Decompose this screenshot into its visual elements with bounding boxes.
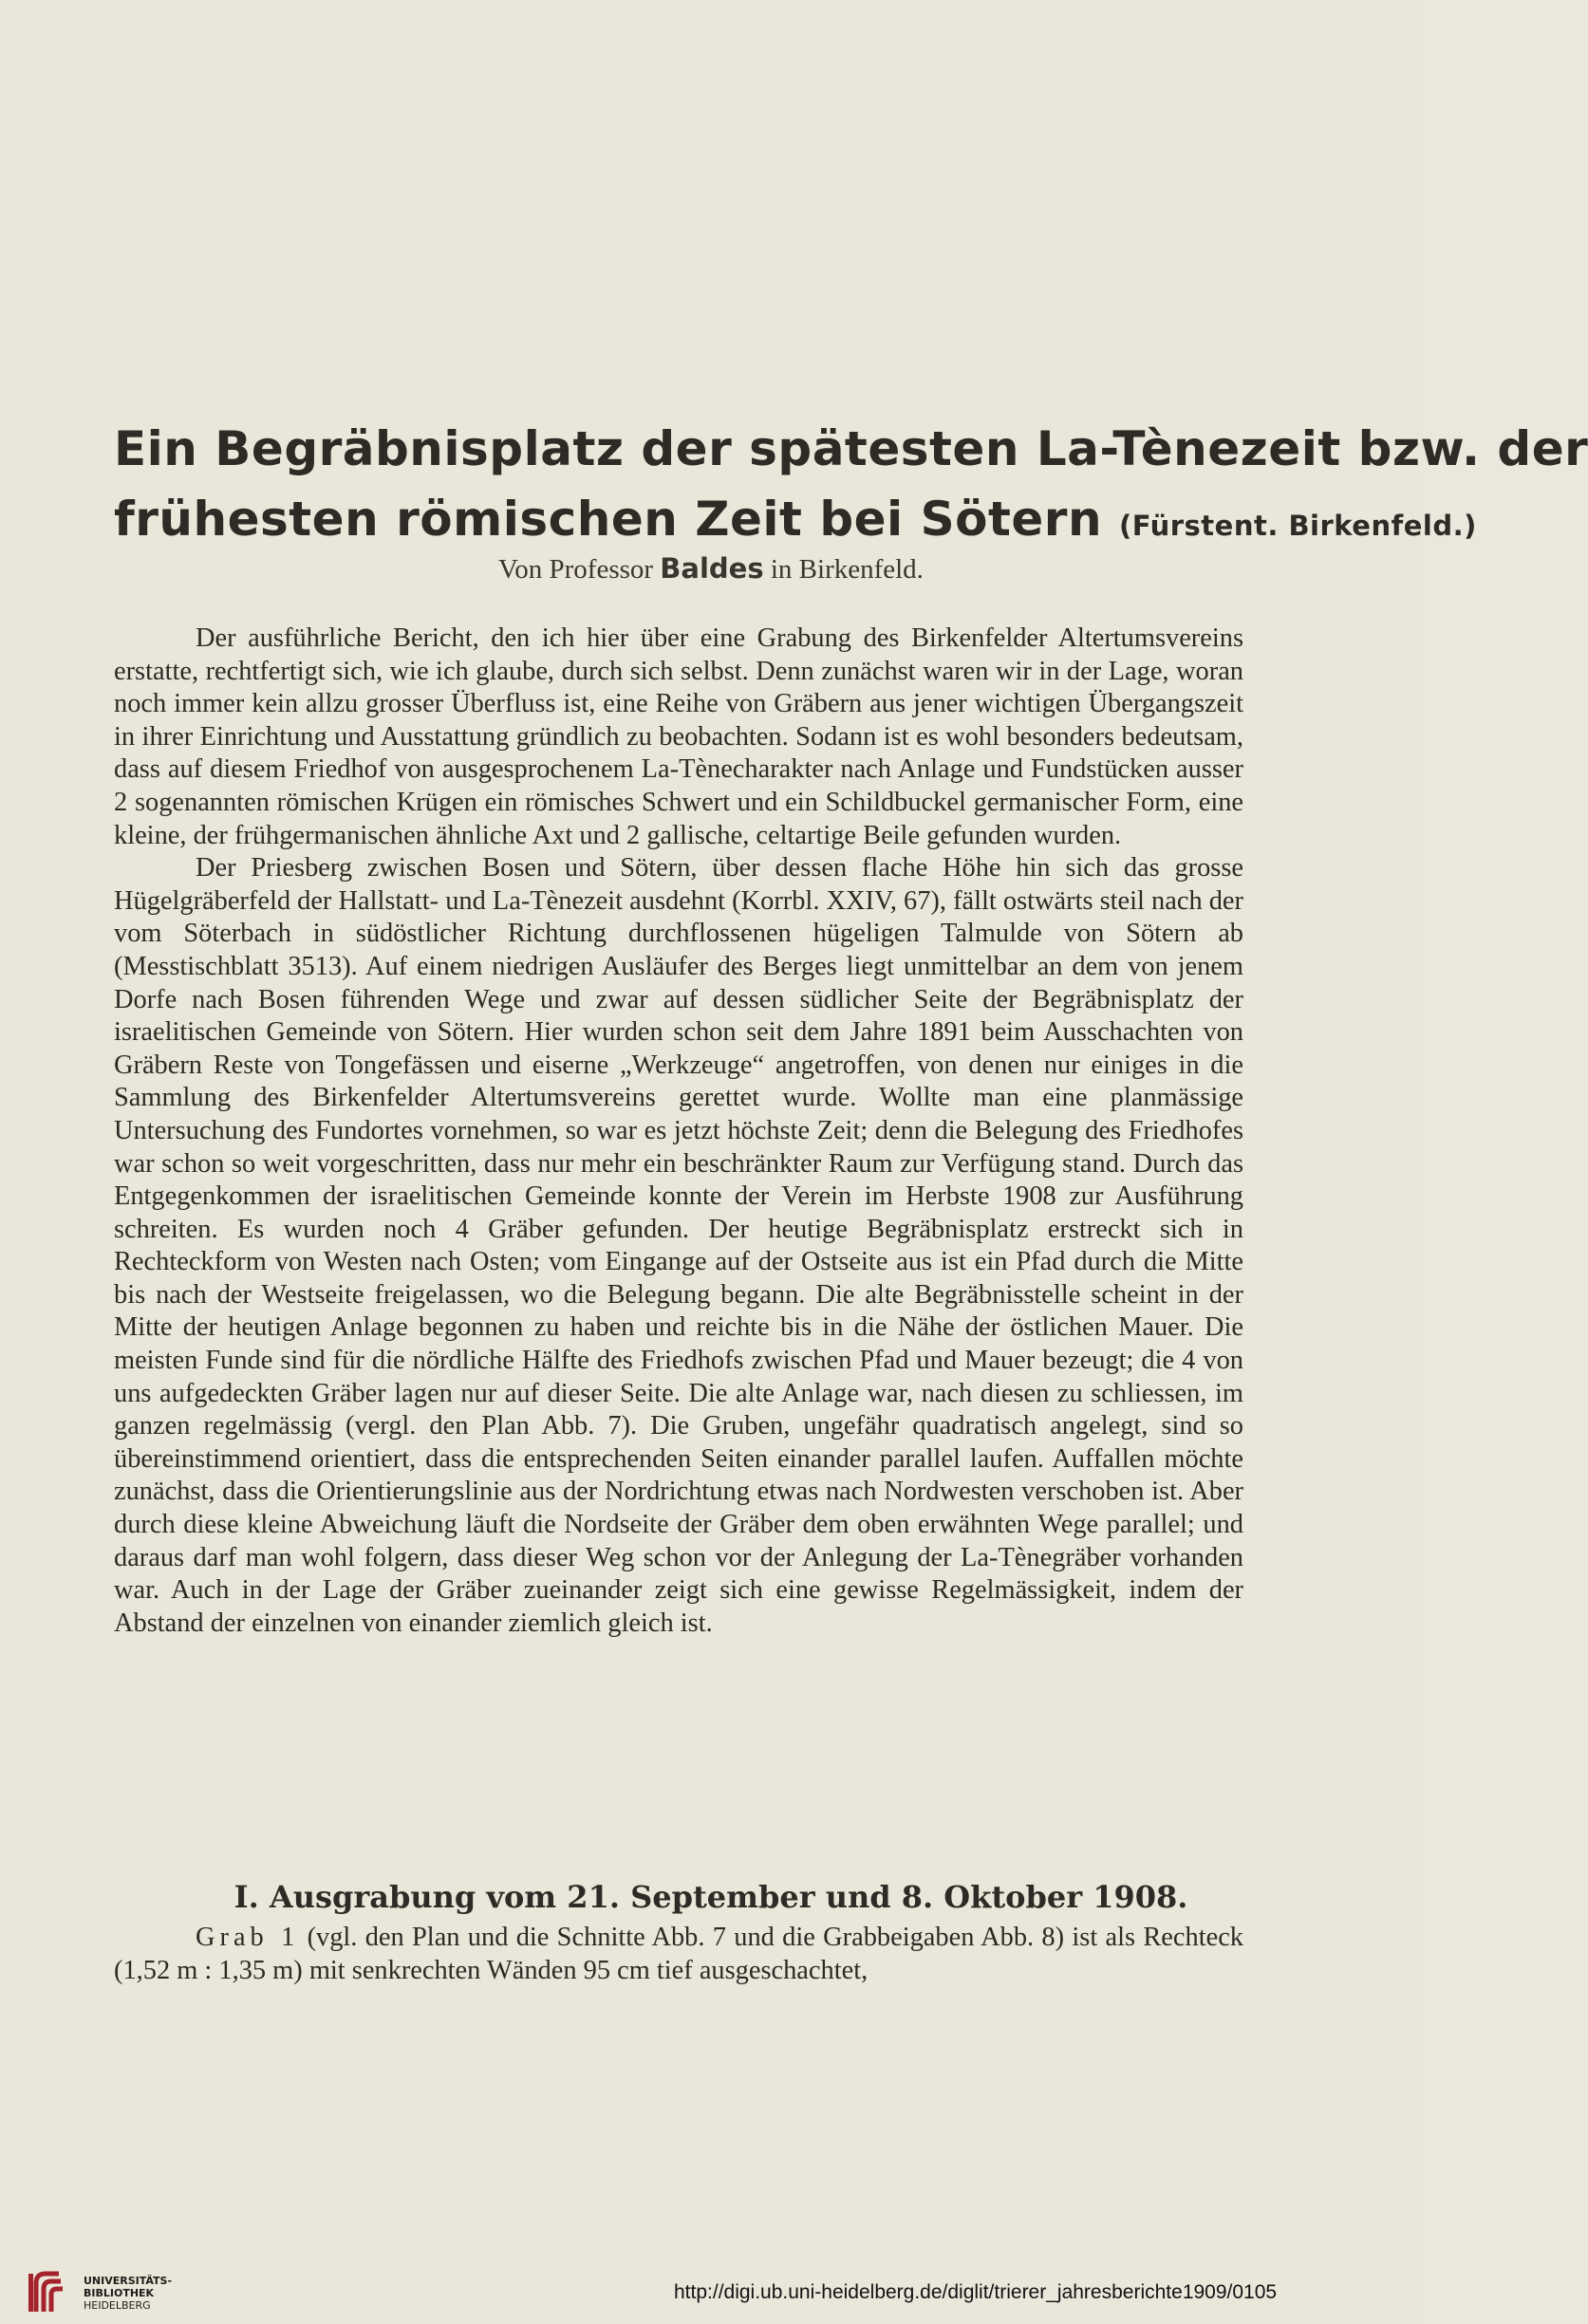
- article-body: [114, 623, 1243, 1640]
- title-line-2: [114, 484, 1477, 561]
- byline: [0, 552, 1422, 586]
- library-name: [84, 2275, 226, 2312]
- title-line-1: Ein Begräbnisplatz der spätesten La-Tènezeit bzw. der: [114, 421, 1588, 476]
- library-name-line-3: HEIDELBERG: [84, 2299, 151, 2312]
- source-url-link[interactable]: http://digi.ub.uni-heidelberg.de/diglit/trierer_jahresberichte1909/0105: [674, 2281, 1278, 2303]
- paragraph-1: Der ausführliche Bericht, den ich hier über eine Grabung des Birkenfelder Altertumsvereins erstatte, rechtfertigt sich, wie ich glaube, durch sich selbst. Denn zunächst waren wir in der Lage, woran noch immer kein allzu grosser Überfluss ist, eine Reihe von Gräbern aus jener wichtigen Übergangszeit in ihrer Einrichtung und Ausstattung gründlich zu beobachten. Sodann ist es wohl besonders bedeutsam, dass auf diesem Friedhof von ausgesprochenem La-Tènecharakter nach Anlage und Fundstücken ausser 2 sogenannten römischen Krügen ein römisches Schwert und ein Schildbuckel germanischer Form, eine kleine, der frühgermanischen ähnliche Axt und 2 gallische, celtartige Beile gefunden wurden.: [114, 623, 1243, 850]
- section-heading: I. Ausgrabung vom 21. September und 8. Oktober 1908.: [234, 1879, 1188, 1915]
- byline-prefix: Von Professor: [498, 554, 654, 585]
- paragraph-2: Der Priesberg zwischen Bosen und Sötern, über dessen flache Höhe hin sich das grosse Hügelgräberfeld der Hallstatt- und La-Tènezeit ausdehnt (Korrbl. XXIV, 67), fällt ostwärts steil nach der vom Söterbach in südöstlicher Richtung durchflossenen hügeligen Talmulde von Sötern ab (Messtischblatt 3513). Auf einem niedrigen Ausläufer des Berges liegt unmittelbar an dem von jenem Dorfe nach Bosen führenden Wege und zwar auf dessen südlicher Seite der Begräbnisplatz der israelitischen Gemeinde von Sötern. Hier wurden schon seit dem Jahre 1891 beim Ausschachten von Gräbern Reste von Tongefässen und eiserne „Werkzeuge“ angetroffen, von denen nur einiges in die Sammlung des Birkenfelder Altertumsvereins gerettet wurde. Wollte man eine planmässige Untersuchung des Fundortes vornehmen, so war es jetzt höchste Zeit; denn die Belegung des Friedhofes war schon so weit vorgeschritten, dass nur mehr ein beschränkter Raum zur Verfügung stand. Durch das Entgegenkommen der israelitischen Gemeinde konnte der Verein im Herbste 1908 zur Ausführung schreiten. Es wurden noch 4 Gräber gefunden. Der heutige Begräbnisplatz erstreckt sich in Rechteckform von Westen nach Osten; vom Eingange auf der Ostseite aus ist ein Pfad durch die Mitte bis nach der Westseite freigelassen, wo die Belegung begann. Die alte Begräbnisstelle scheint in der Mitte der heutigen Anlage begonnen zu haben und reichte bis in die Nähe der östlichen Mauer. Die meisten Funde sind für die nördliche Hälfte des Friedhofs zwischen Pfad und Mauer bezeugt; die 4 von uns aufgedeckten Gräber lagen nur auf dieser Seite. Die alte Anlage war, nach diesen zu schliessen, im ganzen regelmässig (vergl. den Plan Abb. 7). Die Gruben, ungefähr quadratisch angelegt, sind so übereinstimmend orientiert, dass die entsprechenden Seiten einander parallel laufen. Auffallen möchte zunächst, dass die Orientierungslinie aus der Nordrichtung etwas nach Nordwesten verschoben ist. Aber durch diese kleine Abweichung läuft die Nordseite der Gräber dem oben erwähnten Wege parallel; und daraus darf man wohl folgern, dass dieser Weg schon vor der Anlegung der La-Tènegräber vorhanden war. Auch in der Lage der Gräber zueinander zeigt sich eine gewisse Regelmässigkeit, indem der Abstand der einzelnen von einander ziemlich gleich ist.: [114, 853, 1243, 1638]
- byline-author: Baldes: [660, 552, 764, 585]
- section-body: [114, 1922, 1243, 1987]
- byline-suffix: in Birkenfeld.: [770, 554, 924, 585]
- ub-heidelberg-logo-icon: [27, 2270, 76, 2315]
- article-title: [114, 414, 1588, 561]
- library-name-line-1: UNIVERSITÄTS-: [84, 2275, 173, 2287]
- paragraph-grab-1: [114, 1922, 1243, 1987]
- library-logo[interactable]: [27, 2270, 193, 2315]
- title-line-2-main: frühesten römischen Zeit bei Sötern: [114, 492, 1103, 547]
- library-name-line-2: BIBLIOTHEK: [84, 2287, 155, 2299]
- grab-label: Grab 1: [196, 1923, 300, 1952]
- title-place: (Fürstent. Birkenfeld.): [1118, 510, 1477, 542]
- grab-text: (vgl. den Plan und die Schnitte Abb. 7 und die Grabbeigaben Abb. 8) ist als Rechteck (1,52 m : 1,35 m) mit senkrechten Wänden 95 cm tief ausgeschachtet,: [114, 1923, 1243, 1985]
